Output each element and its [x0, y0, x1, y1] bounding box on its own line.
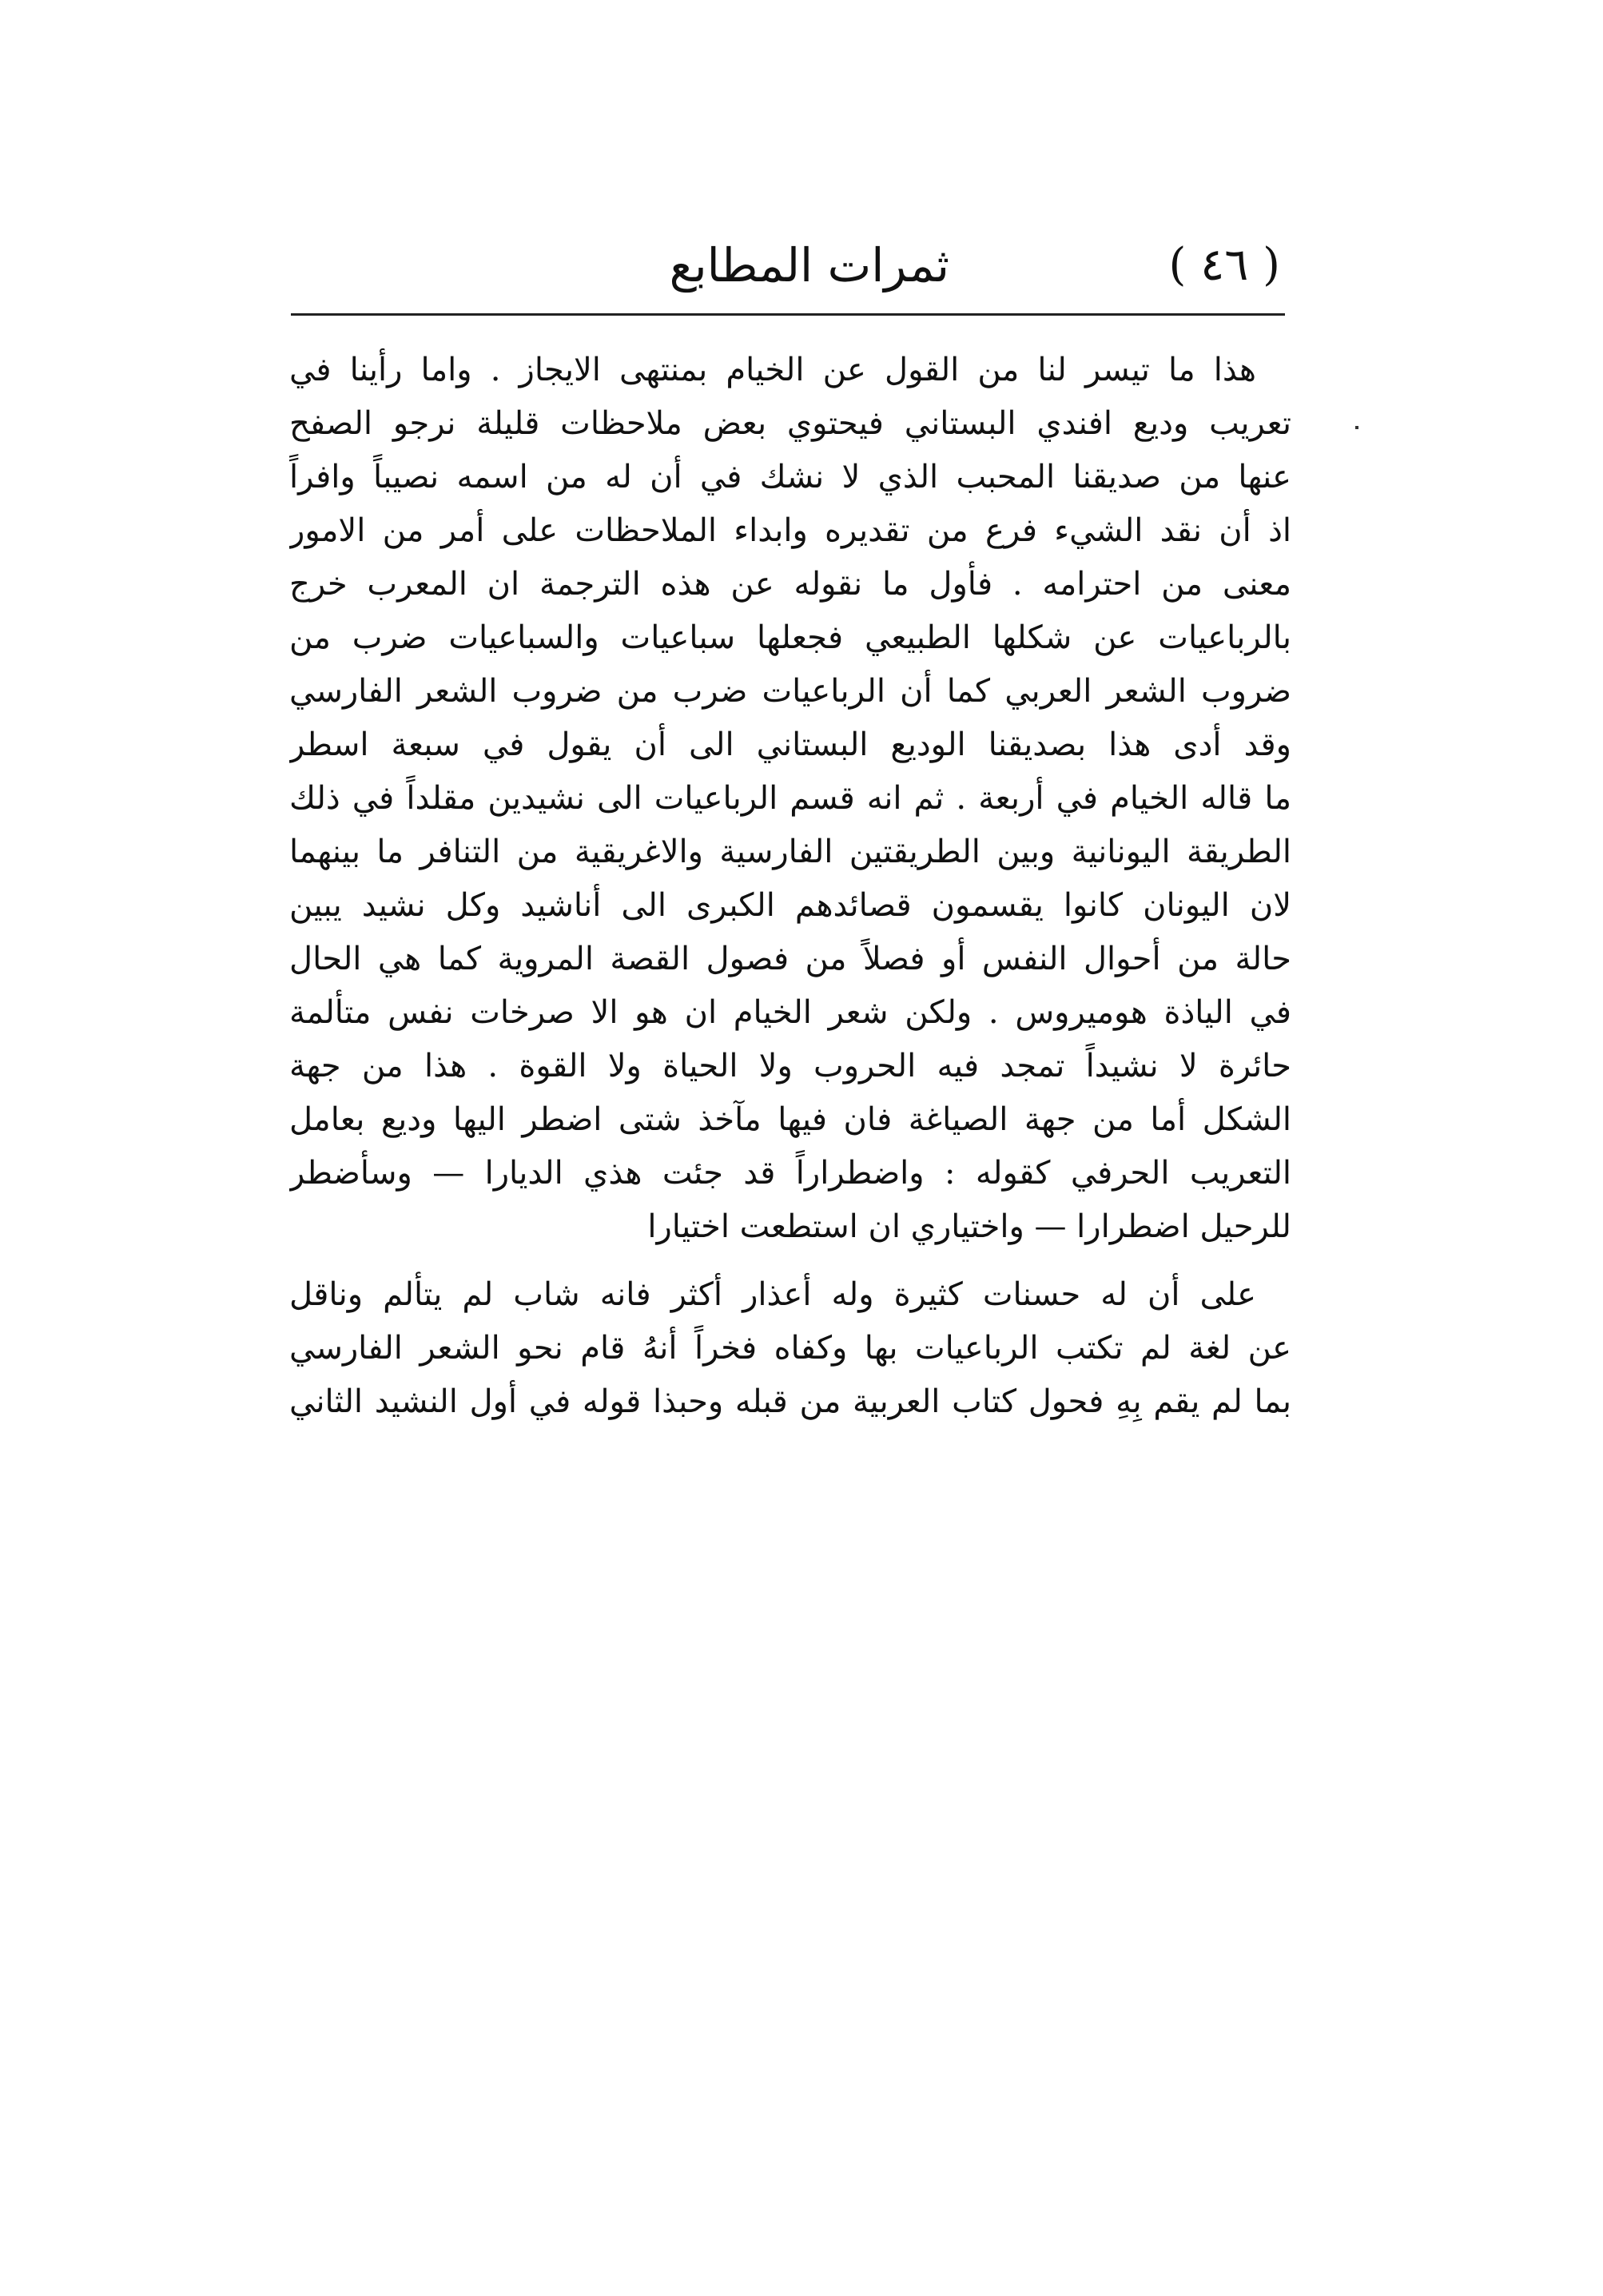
text-line: معنى من احترامه . فأول ما نقوله عن هذه الترجمة ان المعرب خرج [289, 566, 1291, 603]
text-line: وقد أدى هذا بصديقنا الوديع البستاني الى أن يقول في سبعة اسطر [289, 726, 1291, 763]
paragraph-gap [289, 1254, 1291, 1268]
text-line: لان اليونان كانوا يقسمون قصائدهم الكبرى الى أناشيد وكل نشيد يبين [289, 887, 1291, 924]
text-line: حائرة لا نشيداً تمجد فيه الحروب ولا الحياة ولا القوة . هذا من جهة [289, 1048, 1291, 1084]
text-line: على أن له حسنات كثيرة وله أعذار أكثر فانه شاب لم يتألم وناقل [289, 1276, 1256, 1313]
text-line: الطريقة اليونانية وبين الطريقتين الفارسية والاغريقية من التنافر ما بينهما [289, 834, 1291, 870]
running-title: ثمرات المطابع [669, 238, 949, 292]
page-number: ( ٤٦ ) [1168, 239, 1280, 291]
header-rule [291, 313, 1285, 316]
text-line: اذ أن نقد الشيء فرع من تقديره وابداء الملاحظات على أمر من الامور [289, 512, 1291, 549]
text-line: هذا ما تيسر لنا من القول عن الخيام بمنتهى الايجاز . واما رأينا في [289, 352, 1256, 388]
body-text [289, 344, 1291, 1429]
text-line: في الياذة هوميروس . ولكن شعر الخيام ان هو الا صرخات نفس متألمة [289, 994, 1291, 1031]
text-line: عن لغة لم تكتب الرباعيات بها وكفاه فخراً أنهُ قام نحو الشعر الفارسي [289, 1330, 1291, 1367]
margin-speck [1355, 426, 1358, 429]
text-line: بما لم يقم بِهِ فحول كتاب العربية من قبله وحبذا قوله في أول النشيد الثاني [289, 1383, 1291, 1420]
text-line: الشكل أما من جهة الصياغة فان فيها مآخذ شتى اضطر اليها وديع بعامل [289, 1101, 1291, 1138]
text-line: حالة من أحوال النفس أو فصلاً من فصول القصة المروية كما هي الحال [289, 941, 1291, 977]
text-line: بالرباعيات عن شكلها الطبيعي فجعلها سباعيات والسباعيات ضرب من [289, 619, 1291, 656]
page-header [294, 225, 1280, 305]
text-line: التعريب الحرفي كقوله : واضطراراً قد جئت هذي الديارا — وسأضطر [289, 1155, 1291, 1192]
text-line: للرحيل اضطرارا — واختياري ان استطعت اختيارا [647, 1208, 1291, 1245]
text-line: تعريب وديع افندي البستاني فيحتوي بعض ملاحظات قليلة نرجو الصفح [289, 405, 1291, 442]
text-line: ضروب الشعر العربي كما أن الرباعيات ضرب من ضروب الشعر الفارسي [289, 673, 1291, 710]
text-line: ما قاله الخيام في أربعة . ثم انه قسم الرباعيات الى نشيدين مقلداً في ذلك [289, 780, 1291, 817]
text-line: عنها من صديقنا المحبب الذي لا نشك في أن له من اسمه نصيباً وافراً [289, 459, 1291, 495]
